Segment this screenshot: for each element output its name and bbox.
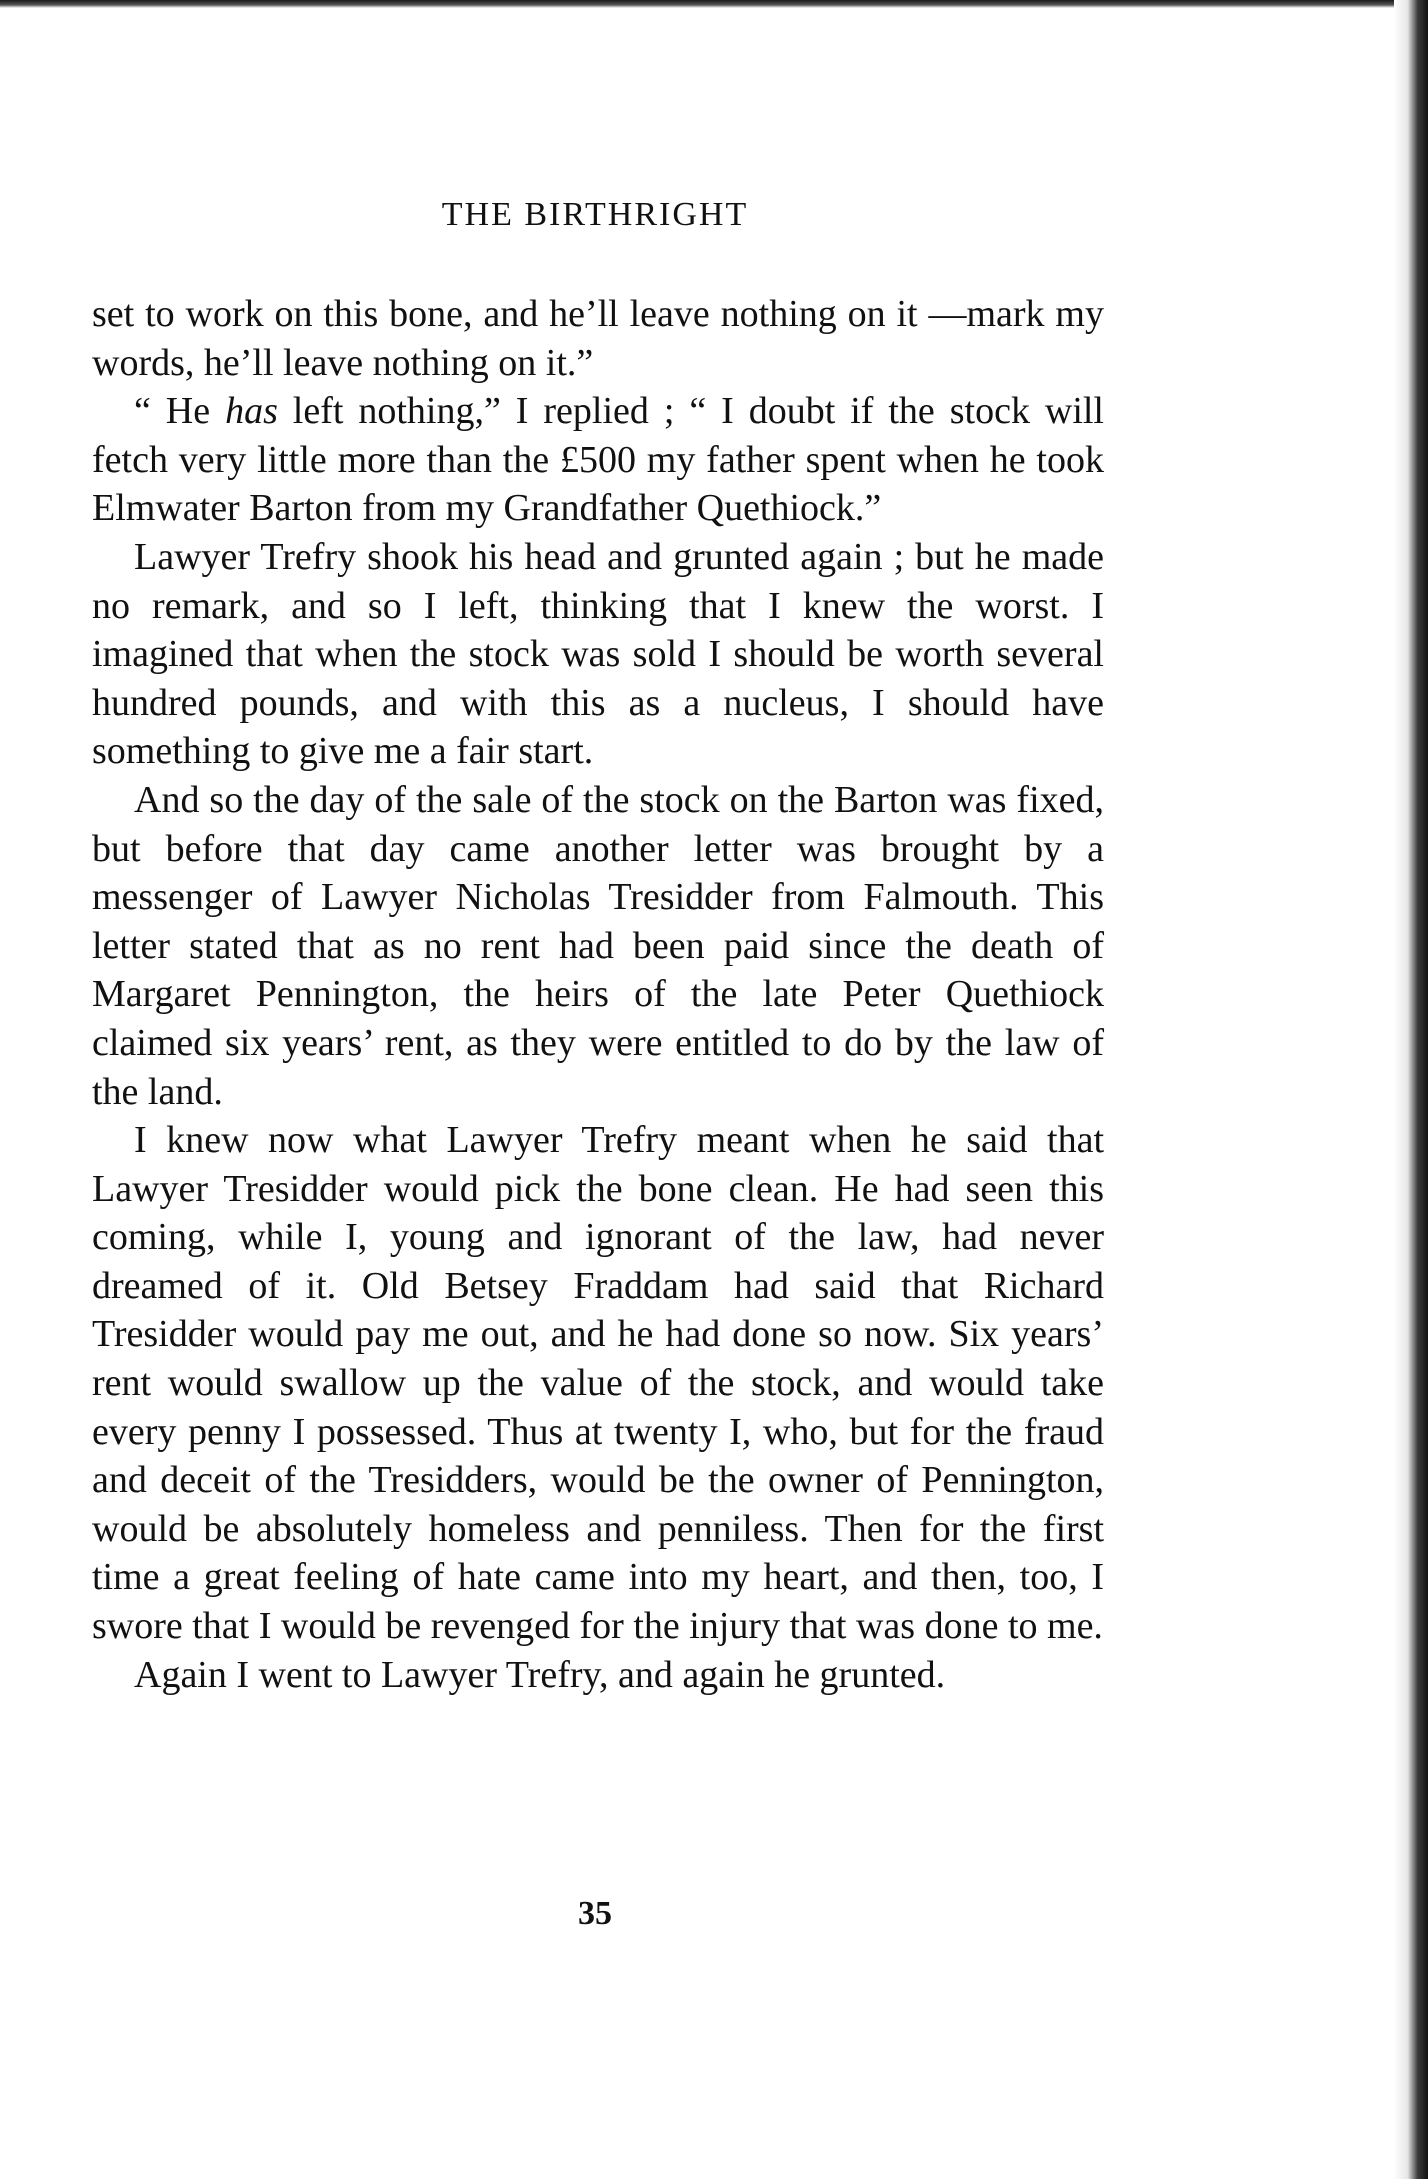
body-text — [92, 290, 1104, 1699]
scan-top-edge — [0, 0, 1428, 8]
paragraph — [92, 387, 1104, 533]
paragraph: Again I went to Lawyer Trefry, and again he grunted. — [134, 1653, 946, 1696]
page-number: 35 — [578, 1895, 612, 1932]
paragraph-segment: left nothing,” I replied ; “ I doubt if the stock will fetch very little more than the £500 my father spent when he took Elmwater Barton from my Grandfather Quethiock.” — [92, 390, 1104, 530]
running-head: THE BIRTHRIGHT — [441, 196, 749, 233]
paragraph: I knew now what Lawyer Trefry meant when he said that Lawyer Tresidder would pick the bone clean. He had seen this coming, while I, young and ignorant of the law, had never dreamed of it. Old Betsey Fraddam had said that Richard Tresidder would pay me out, and he had done so now. Six years’ rent would swallow up the value of the stock, and would take every penny I possessed. Thus at twenty I, who, but for the fraud and deceit of the Tresidders, would be the owner of Pennington, would be absolutely homeless and penniless. Then for the first time a great feeling of hate came into my heart, and then, too, I swore that I would be revenged for the injury that was done to me. — [92, 1119, 1104, 1648]
paragraph: Lawyer Trefry shook his head and grunted again ; but he made no remark, and so I left, thinking that I knew the worst. I imagined that when the stock was sold I should be worth several hundred pounds, and with this as a nucleus, I should have something to give me a fair start. — [92, 535, 1104, 773]
paragraph-segment: “ He — [134, 390, 226, 433]
paragraph: set to work on this bone, and he’ll leave nothing on it —mark my words, he’ll leave nothing on it.” — [92, 293, 1104, 384]
paragraph: And so the day of the sale of the stock on the Barton was fixed, but before that day came another letter was brought by a messenger of Lawyer Nicholas Tresidder from Falmouth. This letter stated that as no rent had been paid since the death of Margaret Pennington, the heirs of the late Peter Quethiock claimed six years’ rent, as they were entitled to do by the law of the land. — [92, 778, 1104, 1113]
scan-right-edge — [1394, 0, 1428, 2179]
emphasized-word: has — [225, 390, 278, 433]
